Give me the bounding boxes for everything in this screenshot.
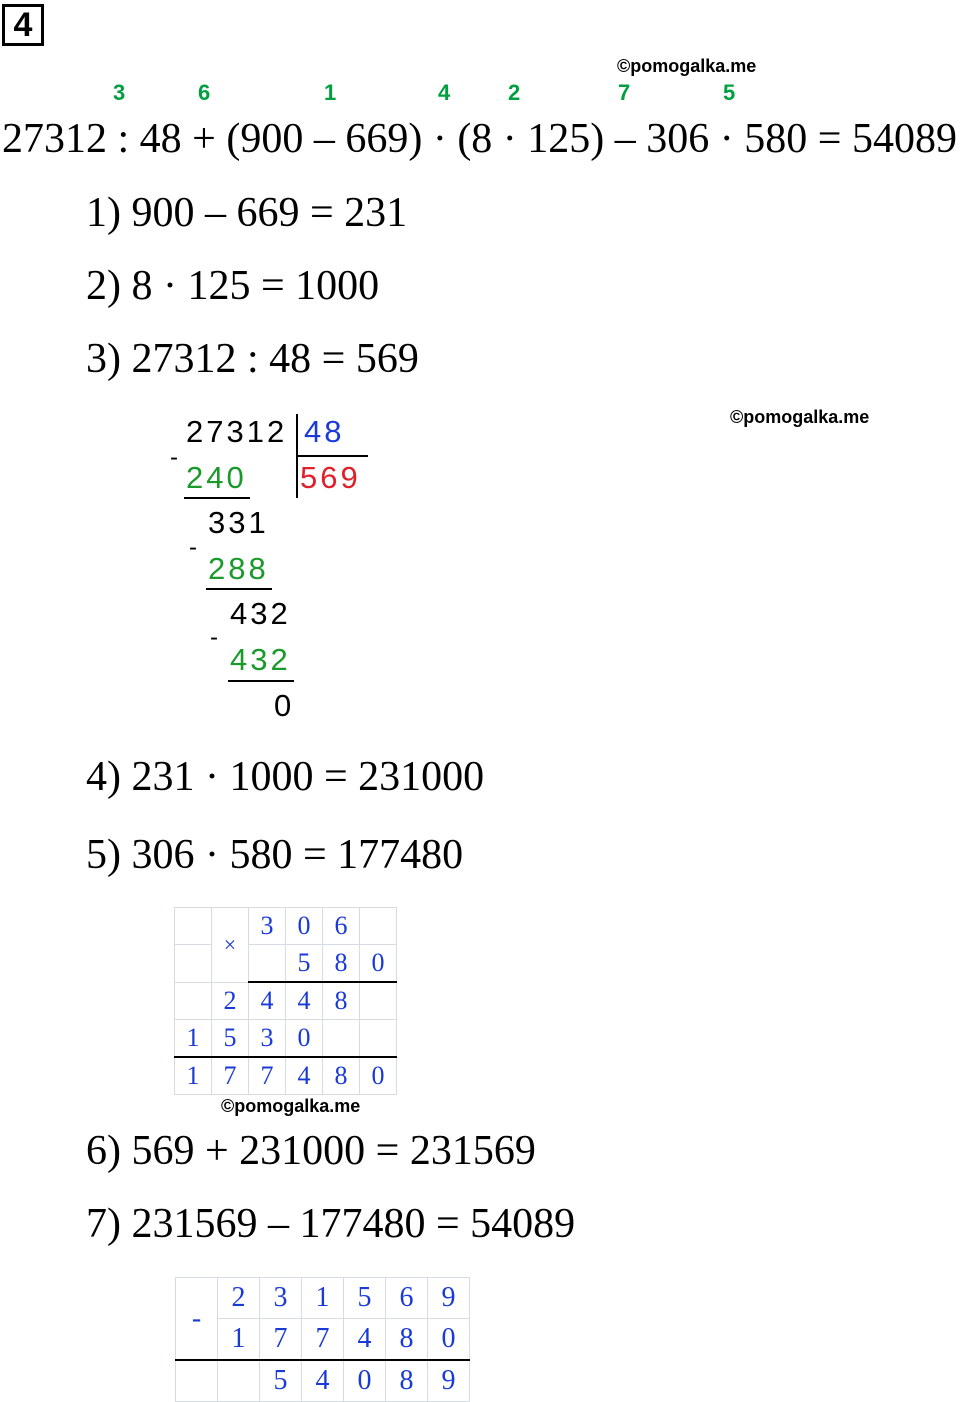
digit: 4 (344, 1319, 386, 1361)
digit: 7 (302, 1319, 344, 1361)
multiplication-table (174, 907, 397, 1095)
division-horizontal-line (296, 455, 368, 457)
digit: 4 (302, 1360, 344, 1402)
multiply-sign: × (212, 908, 249, 983)
digit: 1 (218, 1319, 260, 1361)
digit: 7 (212, 1057, 249, 1095)
table-row (175, 1020, 397, 1058)
digit: 1 (302, 1278, 344, 1319)
underline (206, 588, 272, 590)
digit: 8 (323, 1057, 360, 1095)
digit: 0 (428, 1319, 470, 1361)
digit: 3 (260, 1278, 302, 1319)
quotient: 569 (300, 460, 361, 495)
digit: 8 (386, 1360, 428, 1402)
order-mark: 5 (723, 80, 736, 105)
subtrahend-1: 240 (186, 460, 247, 495)
remainder-2: 432 (230, 596, 291, 631)
table-row (175, 945, 397, 983)
digit: 6 (386, 1278, 428, 1319)
subtrahend-3: 432 (230, 642, 291, 677)
order-mark: 3 (113, 80, 126, 105)
digit: 4 (286, 982, 323, 1020)
main-expression: 27312 : 48 + (900 – 669) · (8 · 125) – 306 · 580 = 54089 (2, 116, 957, 162)
step-3: 3) 27312 : 48 = 569 (86, 336, 419, 382)
digit: 5 (212, 1020, 249, 1058)
digit: 8 (386, 1319, 428, 1361)
digit: 7 (260, 1319, 302, 1361)
watermark: ©pomogalka.me (221, 1096, 361, 1116)
digit: 2 (218, 1278, 260, 1319)
dividend: 27312 (186, 414, 288, 449)
digit: 4 (286, 1057, 323, 1095)
minus-sign: - (210, 624, 221, 651)
digit: 3 (249, 1020, 286, 1058)
step-6: 6) 569 + 231000 = 231569 (86, 1128, 536, 1174)
table-row (175, 1057, 397, 1095)
order-mark: 2 (508, 80, 521, 105)
digit: 2 (212, 982, 249, 1020)
digit: 0 (286, 908, 323, 945)
digit: 0 (344, 1360, 386, 1402)
digit: 9 (428, 1278, 470, 1319)
table-row (175, 908, 397, 945)
step-2: 2) 8 · 125 = 1000 (86, 263, 380, 309)
digit: 8 (323, 982, 360, 1020)
table-row (176, 1360, 470, 1402)
subtrahend-2: 288 (208, 551, 269, 586)
digit: 5 (286, 945, 323, 983)
subtraction-table (175, 1277, 470, 1402)
order-mark: 7 (618, 80, 631, 105)
digit: 3 (249, 908, 286, 945)
underline (228, 680, 294, 682)
order-mark: 1 (324, 80, 337, 105)
watermark: ©pomogalka.me (617, 56, 757, 76)
table-row (176, 1319, 470, 1361)
digit: 0 (360, 1057, 397, 1095)
digit: 1 (175, 1020, 212, 1058)
step-7: 7) 231569 – 177480 = 54089 (86, 1201, 576, 1247)
minus-sign: - (176, 1278, 218, 1361)
order-mark: 6 (198, 80, 211, 105)
digit: 8 (323, 945, 360, 983)
digit: 5 (260, 1360, 302, 1402)
step-1: 1) 900 – 669 = 231 (86, 190, 408, 236)
step-4: 4) 231 · 1000 = 231000 (86, 754, 485, 800)
digit: 6 (323, 908, 360, 945)
divisor: 48 (304, 414, 345, 449)
watermark: ©pomogalka.me (730, 407, 870, 427)
table-row (175, 982, 397, 1020)
digit: 7 (249, 1057, 286, 1095)
digit: 0 (360, 945, 397, 983)
minus-sign: - (189, 534, 200, 561)
remainder-1: 331 (208, 505, 269, 540)
order-mark: 4 (438, 80, 451, 105)
digit: 4 (249, 982, 286, 1020)
digit: 5 (344, 1278, 386, 1319)
task-number: 4 (2, 4, 44, 46)
final-remainder: 0 (274, 688, 295, 723)
digit: 9 (428, 1360, 470, 1402)
underline (184, 497, 250, 499)
digit: 0 (286, 1020, 323, 1058)
digit: 1 (175, 1057, 212, 1095)
minus-sign: - (170, 444, 181, 471)
table-row (176, 1278, 470, 1319)
step-5: 5) 306 · 580 = 177480 (86, 832, 464, 878)
